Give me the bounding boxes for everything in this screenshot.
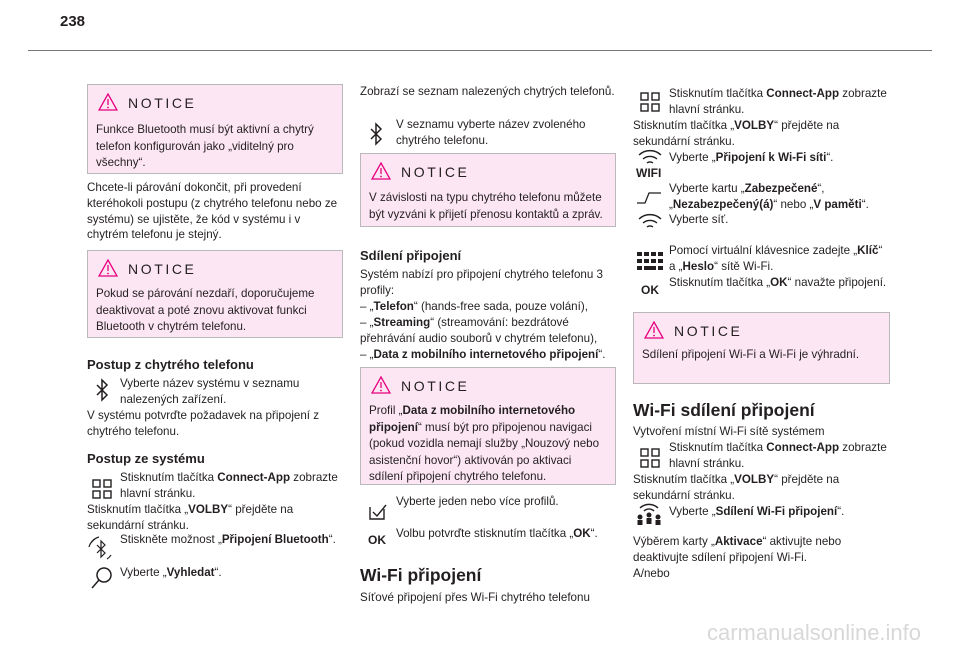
notice-text: Funkce Bluetooth musí být aktivní a chytrý telefon konfigurován jako „viditelný pro všechny“. (96, 123, 314, 169)
wifi-icon (636, 210, 664, 234)
step-text: Vyberte „Sdílení Wi-Fi připojení“. (669, 505, 845, 518)
section-heading: Sdílení připojení (360, 248, 462, 263)
hotspot-icon (635, 500, 663, 528)
bluetooth-icon (362, 120, 390, 148)
section-heading: Postup z chytrého telefonu (87, 357, 254, 372)
section-heading: Wi-Fi připojení (360, 565, 482, 585)
paragraph: Vytvoření místní Wi-Fi sítě systémem (633, 425, 825, 438)
step-text: Stisknutím tlačítka Connect-App zobrazte hlavní stránku. (669, 87, 887, 116)
list-item: – „Telefon“ (hands-free sada, pouze volání), (360, 300, 588, 313)
connect-app-icon (88, 475, 116, 503)
tab-icon (635, 183, 663, 211)
step-text: Vyberte kartu „Zabezpečené“, „Nezabezpečený(á)“ nebo „V paměti“. (669, 182, 869, 211)
notice-text: Profil „Data z mobilního internetového připojení“ musí být pro připojenou navigaci (pokud vozidla nemají služby „Nouzový nebo asistenční hovor“) aktivován po aktivaci sdílení připojení chytrého telefonu. (369, 404, 600, 483)
paragraph: Chcete-li párování dokončit, při provedení kteréhokoli postupu (z chytrého telefonu nebo ze systému) se ujistěte, že kód v systému i v chytrém telefonu je stejný. (87, 181, 338, 242)
paragraph: Síťové připojení přes Wi-Fi chytrého telefonu (360, 591, 590, 604)
bluetooth-search-icon (87, 535, 115, 563)
ok-icon: OK (641, 283, 659, 297)
step-text: Vyberte název systému v seznamu nalezených zařízení. (120, 377, 300, 406)
list-item: – „Streaming“ (streamování: bezdrátové přehrávání audio souborů v chytrém telefonu), (360, 316, 598, 345)
notice-title: NOTICE (401, 164, 470, 180)
step-text: V seznamu vyberte název zvoleného chytrého telefonu. (396, 118, 586, 147)
step-text: Vyberte „Připojení k Wi-Fi síti“. (669, 151, 834, 164)
search-icon (88, 564, 116, 592)
warning-icon (98, 259, 118, 277)
step-text: Stisknutím tlačítka Connect-App zobrazte hlavní stránku. (120, 471, 338, 500)
step-text: Stisknutím tlačítka Connect-App zobrazte hlavní stránku. (669, 441, 887, 470)
notice-box (87, 84, 343, 174)
step-text: Stiskněte možnost „Připojení Bluetooth“. (120, 533, 336, 546)
notice-title: NOTICE (128, 261, 197, 277)
step-text: Stisknutím tlačítka „VOLBY“ přejděte na sekundární stránku. (633, 119, 840, 148)
watermark: carmanualsonline.info (707, 620, 922, 645)
warning-icon (371, 376, 391, 394)
connect-app-icon (636, 88, 664, 116)
paragraph: A/nebo (633, 567, 670, 580)
notice-box (87, 250, 343, 338)
step-text: Stisknutím tlačítka „VOLBY“ přejděte na sekundární stránku. (87, 503, 294, 532)
notice-text: Sdílení připojení Wi-Fi a Wi-Fi je výhradní. (642, 348, 860, 361)
step-text: Vyberte síť. (669, 213, 729, 226)
connect-app-icon (636, 444, 664, 472)
paragraph: Systém nabízí pro připojení chytrého telefonu 3 profily: (360, 268, 603, 297)
wifi-label: WIFI (636, 166, 662, 180)
page-number: 238 (60, 13, 86, 30)
step-text: Vyberte „Vyhledat“. (120, 566, 222, 579)
warning-icon (644, 321, 664, 339)
step-text: Vyberte jeden nebo více profilů. (396, 495, 559, 508)
checkbox-icon (364, 497, 392, 525)
section-heading: Wi-Fi sdílení připojení (633, 400, 815, 420)
bluetooth-icon (88, 376, 116, 404)
notice-text: V závislosti na typu chytrého telefonu můžete být vyzváni k přijetí přenosu kontaktů a zpráv. (369, 191, 603, 221)
notice-title: NOTICE (128, 95, 197, 111)
header-divider (28, 50, 932, 51)
keyboard-icon (636, 248, 664, 276)
step-text: Volbu potvrďte stisknutím tlačítka „OK“. (396, 527, 598, 540)
section-heading: Postup ze systému (87, 451, 205, 466)
list-item: – „Data z mobilního internetového připojení“. (360, 348, 606, 361)
notice-text: Pokud se párování nezdaří, doporučujeme deaktivovat a poté znovu aktivovat funkci Bluetooth v chytrém telefonu. (96, 287, 315, 333)
ok-icon: OK (368, 533, 386, 547)
warning-icon (98, 93, 118, 111)
warning-icon (371, 162, 391, 180)
notice-box (360, 367, 616, 485)
notice-box (360, 153, 616, 227)
paragraph: Výběrem karty „Aktivace“ aktivujte nebo deaktivujte sdílení připojení Wi-Fi. (633, 535, 842, 564)
notice-box (633, 312, 890, 384)
step-text: Stisknutím tlačítka „VOLBY“ přejděte na sekundární stránku. (633, 473, 840, 502)
notice-title: NOTICE (674, 323, 743, 339)
step-text: V systému potvrďte požadavek na připojení z chytrého telefonu. (87, 409, 320, 438)
paragraph: Zobrazí se seznam nalezených chytrých telefonů. (360, 85, 615, 98)
step-text: Pomocí virtuální klávesnice zadejte „Klíč“ a „Heslo“ sítě Wi-Fi. (669, 244, 883, 273)
notice-title: NOTICE (401, 378, 470, 394)
step-text: Stisknutím tlačítka „OK“ navažte připojení. (669, 276, 887, 289)
